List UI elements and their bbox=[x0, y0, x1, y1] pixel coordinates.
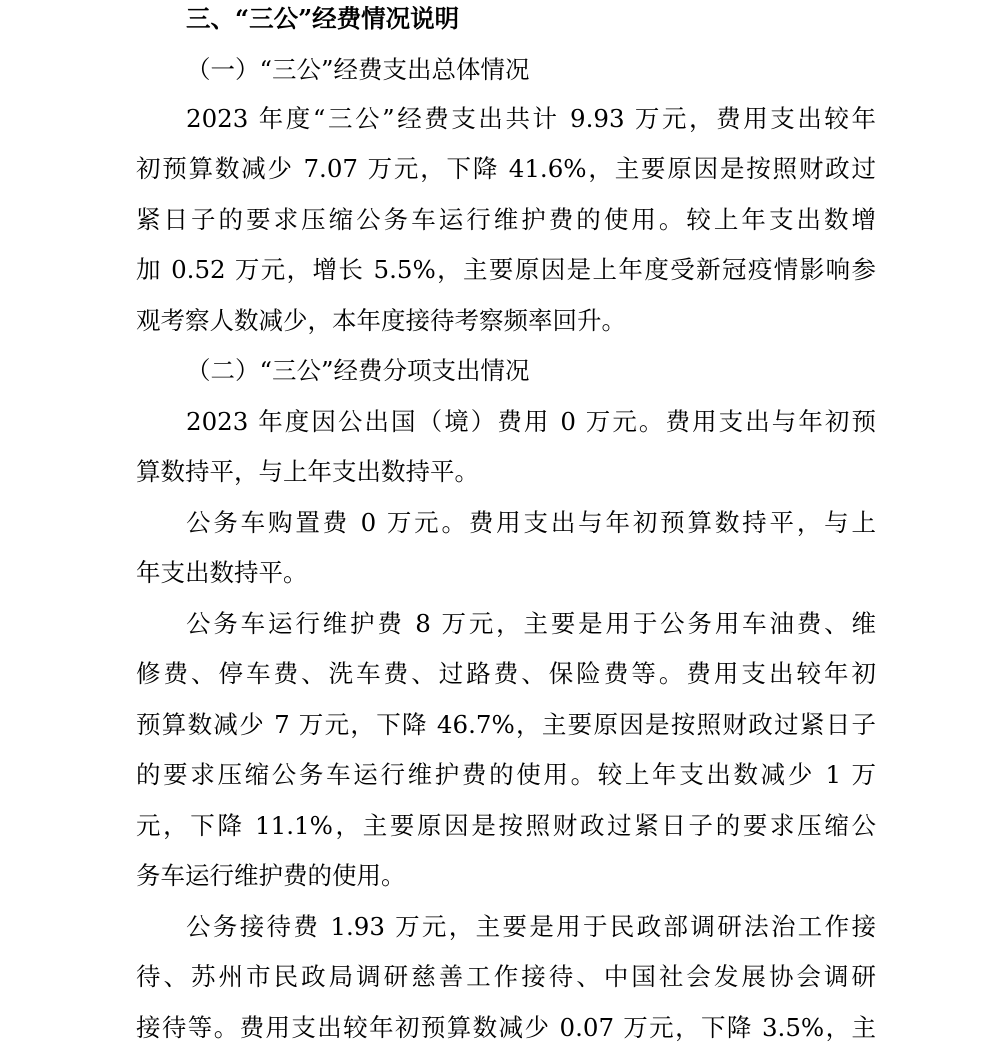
paragraph-line: 观考察人数减少，本年度接待考察频率回升。 bbox=[136, 306, 626, 335]
paragraph-line: 待、苏州市民政局调研慈善工作接待、中国社会发展协会调研 bbox=[136, 962, 876, 991]
section-title: 三、“三公”经费情况说明 bbox=[186, 4, 460, 33]
paragraph-line: 紧日子的要求压缩公务车运行维护费的使用。较上年支出数增 bbox=[136, 205, 876, 234]
paragraph-line: 2023 年度“三公”经费支出共计 9.93 万元，费用支出较年 bbox=[186, 104, 876, 133]
paragraph-line: 2023 年度因公出国（境）费用 0 万元。费用支出与年初预 bbox=[186, 407, 876, 436]
paragraph-line: 预算数减少 7 万元，下降 46.7%，主要原因是按照财政过紧日子 bbox=[136, 710, 876, 739]
paragraph-line: 初预算数减少 7.07 万元，下降 41.6%，主要原因是按照财政过 bbox=[136, 154, 876, 183]
paragraph-line: 加 0.52 万元，增长 5.5%，主要原因是上年度受新冠疫情影响参 bbox=[136, 255, 876, 284]
paragraph-line: 修费、停车费、洗车费、过路费、保险费等。费用支出较年初 bbox=[136, 659, 876, 688]
paragraph-line: 年支出数持平。 bbox=[136, 558, 308, 587]
overview-heading: （一）“三公”经费支出总体情况 bbox=[186, 55, 530, 84]
paragraph-line: 公务车运行维护费 8 万元，主要是用于公务用车油费、维 bbox=[186, 609, 876, 638]
paragraph-line: 公务接待费 1.93 万元，主要是用于民政部调研法治工作接 bbox=[186, 912, 876, 941]
paragraph-line: 算数持平，与上年支出数持平。 bbox=[136, 457, 479, 486]
paragraph-line: 的要求压缩公务车运行维护费的使用。较上年支出数减少 1 万 bbox=[136, 760, 876, 789]
items-heading: （二）“三公”经费分项支出情况 bbox=[186, 356, 530, 385]
paragraph-line: 公务车购置费 0 万元。费用支出与年初预算数持平，与上 bbox=[186, 508, 876, 537]
paragraph-line: 元，下降 11.1%，主要原因是按照财政过紧日子的要求压缩公 bbox=[136, 811, 876, 840]
paragraph-line: 接待等。费用支出较年初预算数减少 0.07 万元，下降 3.5%，主 bbox=[136, 1013, 876, 1042]
paragraph-line: 务车运行维护费的使用。 bbox=[136, 861, 406, 890]
